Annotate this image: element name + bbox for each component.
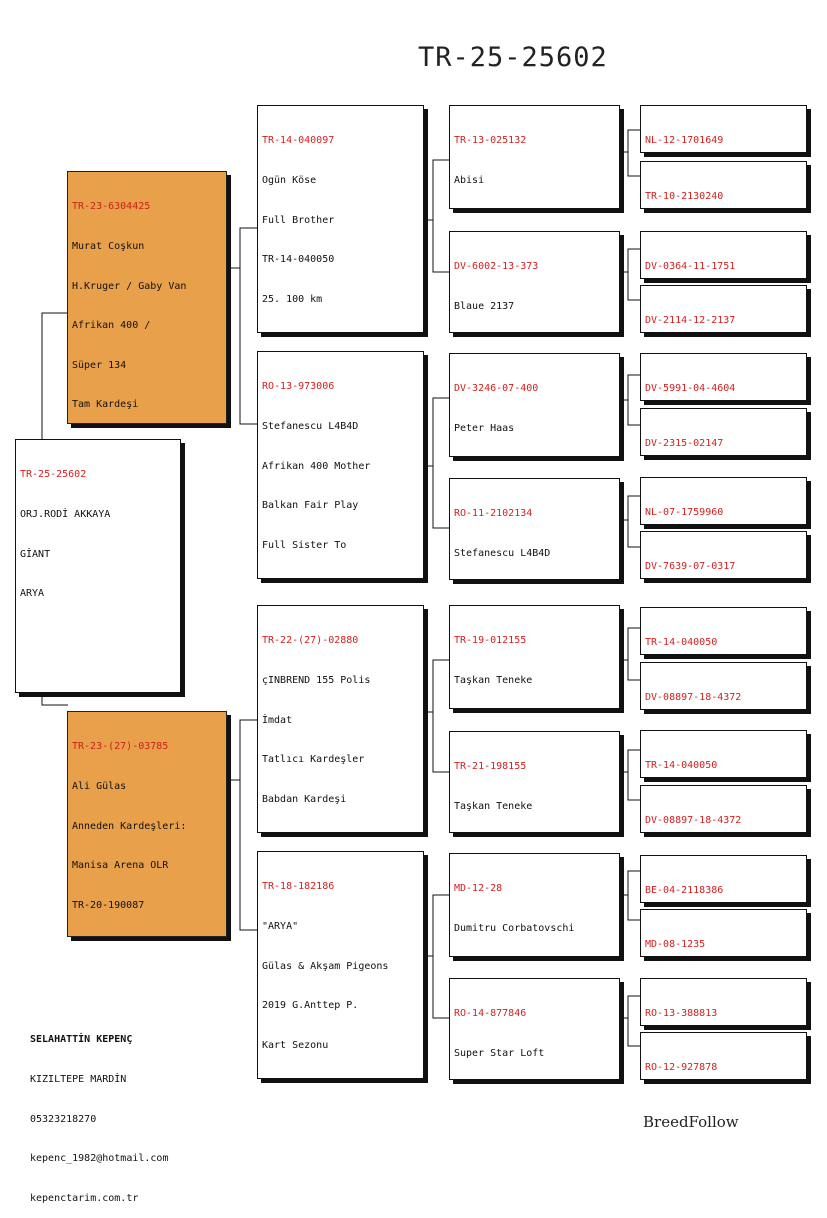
great-grandparent-card bbox=[640, 978, 807, 1026]
info-line: Peter Haas bbox=[454, 423, 515, 435]
great-grandparent-card bbox=[640, 231, 807, 279]
grandparent-card bbox=[449, 978, 620, 1080]
ring-number: DV-3246-07-400 bbox=[454, 383, 539, 395]
info-line bbox=[262, 832, 419, 833]
info-line: Tatlıcı Kardeşler bbox=[262, 754, 365, 766]
ring-number: TR-19-012155 bbox=[454, 635, 527, 647]
ring-number: BE-04-2118386 bbox=[645, 885, 724, 897]
info-line: 25. 100 km bbox=[262, 293, 323, 305]
great-grandparent-card bbox=[640, 477, 807, 525]
info-line: Taşkan Teneke bbox=[454, 801, 533, 813]
sire-card bbox=[67, 171, 227, 424]
info-line: Anneden Kardeşleri: bbox=[72, 820, 187, 832]
breeder-name: SELAHATTİN KEPENÇ bbox=[30, 1034, 133, 1046]
ring-number: TR-22-(27)-02880 bbox=[262, 635, 359, 647]
great-grandparent-card bbox=[640, 105, 807, 153]
ring-number: DV-0364-11-1751 bbox=[645, 261, 736, 273]
info-line: Full Brother bbox=[262, 214, 335, 226]
info-line: TR-14-040050 bbox=[262, 254, 335, 266]
info-line: Süper 134 bbox=[72, 359, 127, 371]
info-line: TR-20-190087 bbox=[72, 899, 145, 911]
info-line: H.Kruger / Gaby Van bbox=[72, 280, 187, 292]
ring-number: DV-2315-02147 bbox=[645, 438, 724, 450]
ring-number: DV-6002-13-373 bbox=[454, 261, 539, 273]
subject-pigeon-card bbox=[15, 439, 181, 693]
ring-number: RO-11-2102134 bbox=[454, 508, 533, 520]
great-grandparent-card bbox=[640, 285, 807, 333]
grandparent-card bbox=[449, 105, 620, 209]
ring-number: TR-21-198155 bbox=[454, 761, 527, 773]
ring-number: TR-10-2130240 bbox=[645, 191, 724, 203]
info-line: çINBREND 155 Polis bbox=[262, 675, 371, 687]
info-line bbox=[262, 332, 419, 333]
ring-number: TR-14-040097 bbox=[262, 135, 335, 147]
ring-number: TR-23-6304425 bbox=[72, 201, 151, 213]
ring-number: DV-08897-18-4372 bbox=[645, 692, 742, 704]
ring-number: NL-12-1701649 bbox=[645, 135, 724, 147]
great-grandparent-card bbox=[640, 662, 807, 710]
info-line: Taşkan Teneke bbox=[454, 675, 533, 687]
great-grandparent-card bbox=[640, 1032, 807, 1080]
info-line: Blaue 2137 bbox=[454, 301, 515, 313]
breeder-location: KIZILTEPE MARDİN bbox=[30, 1074, 127, 1086]
sire-sire-card bbox=[257, 105, 424, 333]
info-line bbox=[262, 578, 419, 579]
pedigree-title: TR-25-25602 bbox=[418, 42, 608, 73]
info-line: Babdan Kardeşi bbox=[262, 793, 347, 805]
ring-number: TR-13-025132 bbox=[454, 135, 527, 147]
dam-sire-card bbox=[257, 605, 424, 833]
dam-card bbox=[67, 711, 227, 937]
great-grandparent-card bbox=[640, 408, 807, 456]
brand-logo-text: BreedFollow bbox=[643, 1113, 739, 1131]
info-line: Afrikan 400 / bbox=[72, 320, 151, 332]
breeder-contact bbox=[30, 1007, 168, 1218]
info-line: Full Sister To bbox=[262, 539, 347, 551]
grandparent-card bbox=[449, 478, 620, 580]
dam-dam-card bbox=[257, 851, 424, 1079]
breeder-website: kepenctarim.com.tr bbox=[30, 1192, 139, 1204]
info-line: ARYA bbox=[20, 588, 45, 600]
info-line: Kart Sezonu bbox=[262, 1039, 329, 1051]
great-grandparent-card bbox=[640, 607, 807, 655]
info-line: Tam Kardeşi bbox=[72, 399, 139, 411]
great-grandparent-card bbox=[640, 353, 807, 401]
ring-number: TR-14-040050 bbox=[645, 637, 718, 649]
ring-number: DV-7639-07-0317 bbox=[645, 561, 736, 573]
info-line bbox=[262, 1078, 419, 1079]
breeder-email: kepenc_1982@hotmail.com bbox=[30, 1153, 169, 1165]
info-line: Manisa Arena OLR bbox=[72, 860, 169, 872]
ring-number: RO-13-388813 bbox=[645, 1008, 718, 1020]
info-line: Dumitru Corbatovschi bbox=[454, 923, 575, 935]
grandparent-card bbox=[449, 853, 620, 957]
info-line: Afrikan 400 Mother bbox=[262, 460, 371, 472]
great-grandparent-card bbox=[640, 531, 807, 579]
grandparent-card bbox=[449, 731, 620, 833]
grandparent-card bbox=[449, 353, 620, 457]
info-line: "ARYA" bbox=[262, 921, 299, 933]
info-line: İmdat bbox=[262, 714, 293, 726]
ring-number: DV-08897-18-4372 bbox=[645, 815, 742, 827]
ring-number: DV-5991-04-4604 bbox=[645, 383, 736, 395]
info-line: 2019 G.Anttep P. bbox=[262, 1000, 359, 1012]
great-grandparent-card bbox=[640, 161, 807, 209]
info-line: Abisi bbox=[454, 175, 485, 187]
breeder-phone: 05323218270 bbox=[30, 1113, 97, 1125]
grandparent-card bbox=[449, 231, 620, 333]
ring-number: TR-14-040050 bbox=[645, 760, 718, 772]
info-line: Ogün Köse bbox=[262, 175, 317, 187]
info-line: Super Star Loft bbox=[454, 1048, 545, 1060]
ring-number: NL-07-1759960 bbox=[645, 507, 724, 519]
sire-dam-card bbox=[257, 351, 424, 579]
info-line: Ali Gülas bbox=[72, 781, 127, 793]
ring-number: TR-18-182186 bbox=[262, 881, 335, 893]
ring-number: RO-14-877846 bbox=[454, 1008, 527, 1020]
ring-number: RO-12-927878 bbox=[645, 1062, 718, 1074]
ring-number: RO-13-973006 bbox=[262, 381, 335, 393]
info-line: Murat Coşkun bbox=[72, 241, 145, 253]
info-line: Stefanescu L4B4D bbox=[262, 421, 359, 433]
info-line: Balkan Fair Play bbox=[262, 500, 359, 512]
great-grandparent-card bbox=[640, 730, 807, 778]
info-line: ORJ.RODİ AKKAYA bbox=[20, 509, 111, 521]
grandparent-card bbox=[449, 605, 620, 709]
ring-number: MD-08-1235 bbox=[645, 939, 706, 951]
ring-number: MD-12-28 bbox=[454, 883, 503, 895]
info-line: Gülas & Akşam Pigeons bbox=[262, 960, 389, 972]
great-grandparent-card bbox=[640, 909, 807, 957]
great-grandparent-card bbox=[640, 855, 807, 903]
ring-number: TR-25-25602 bbox=[20, 469, 87, 481]
great-grandparent-card bbox=[640, 785, 807, 833]
ring-number: DV-2114-12-2137 bbox=[645, 315, 736, 327]
ring-number: TR-23-(27)-03785 bbox=[72, 741, 169, 753]
info-line: Stefanescu L4B4D bbox=[454, 548, 551, 560]
info-line: GİANT bbox=[20, 548, 51, 560]
